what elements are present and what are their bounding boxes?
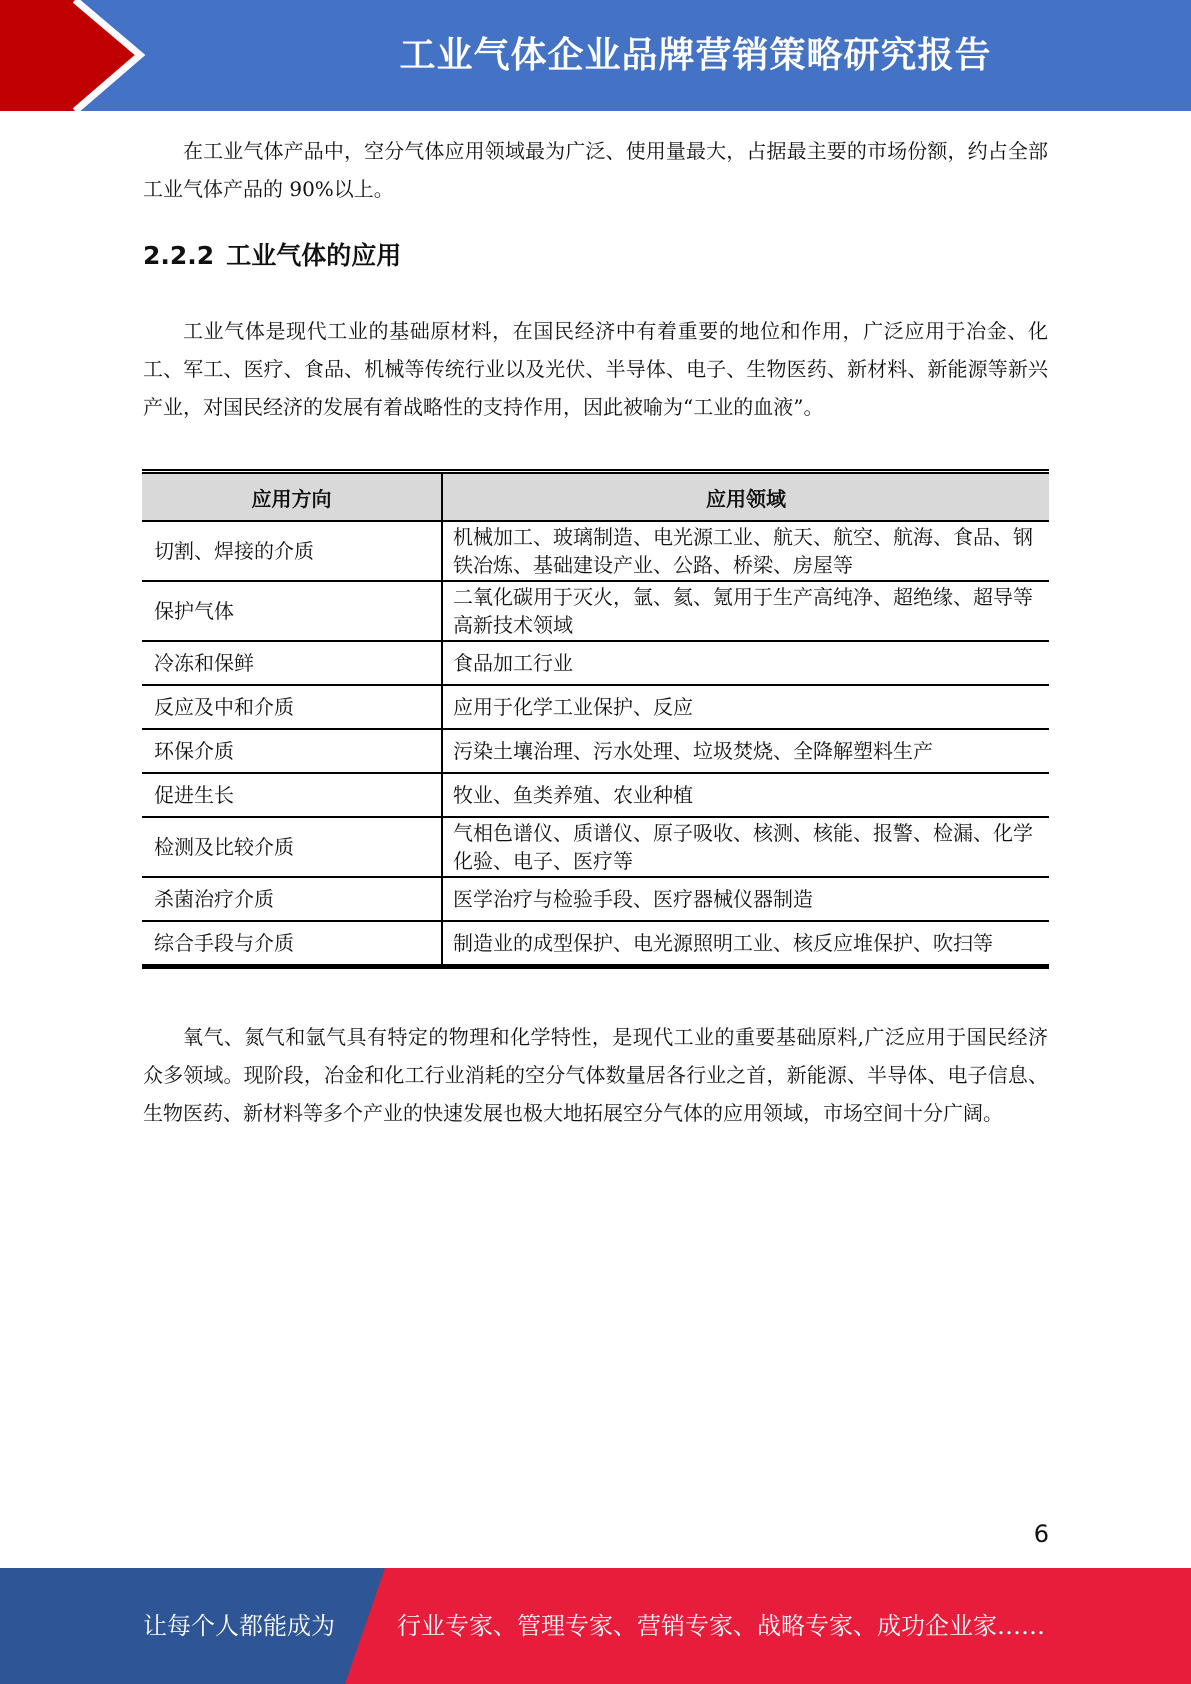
cell-fields: 制造业的成型保护、电光源照明工业、核反应堆保护、吹扫等	[453, 931, 993, 955]
header-fields: 应用领域	[442, 474, 1049, 521]
cell-direction: 反应及中和介质	[142, 685, 442, 729]
table-row	[142, 877, 1049, 921]
page-header	[0, 0, 1191, 111]
cell-fields: 医学治疗与检验手段、医疗器械仪器制造	[442, 877, 1049, 921]
report-title: 工业气体企业品牌营销策略研究报告	[399, 35, 992, 76]
cell-direction: 冷冻和保鲜	[142, 641, 442, 685]
cell-fields: 二氧化碳用于灭火，氩、氦、氪用于生产高纯净、超绝缘、超导等高新技术领域	[442, 581, 1049, 641]
application-table	[142, 469, 1049, 969]
cell-direction: 综合手段与介质	[142, 921, 442, 964]
table-row	[142, 521, 1049, 581]
application-paragraph: 工业气体是现代工业的基础原材料，在国民经济中有着重要的地位和作用，广泛应用于冶金、化工、军工、医疗、食品、机械等传统行业以及光伏、半导体、电子、生物医药、新材料、新能源等新兴产业，对国民经济的发展有着战略性的支持作用，因此被喻为“工业的血液”。	[143, 319, 1048, 419]
table-row	[142, 581, 1049, 641]
cell-direction: 环保介质	[142, 729, 442, 773]
section-title: 工业气体的应用	[226, 241, 402, 270]
table-row	[142, 729, 1049, 773]
cell-fields: 机械加工、玻璃制造、电光源工业、航天、航空、航海、食品、钢铁冶炼、基础建设产业、公路、桥梁、房屋等	[442, 521, 1049, 581]
page-footer	[0, 1568, 1191, 1684]
cell-fields: 食品加工行业	[442, 641, 1049, 685]
table-header-row	[142, 474, 1049, 521]
cell-fields: 牧业、鱼类养殖、农业种植	[442, 773, 1049, 817]
footer-slogan-right: 行业专家、管理专家、营销专家、战略专家、成功企业家……	[397, 1612, 1045, 1640]
cell-fields: 应用于化学工业保护、反应	[442, 685, 1049, 729]
table-row	[142, 817, 1049, 877]
header-direction: 应用方向	[142, 474, 442, 521]
cell-direction: 杀菌治疗介质	[142, 877, 442, 921]
intro-paragraph: 在工业气体产品中，空分气体应用领域最为广泛、使用量最大，占据最主要的市场份额，约占全部工业气体产品的 90%以上。	[143, 139, 1048, 201]
table-row	[142, 773, 1049, 817]
table-row	[142, 921, 1049, 964]
cell-fields: 污染土壤治理、污水处理、垃圾焚烧、全降解塑料生产	[442, 729, 1049, 773]
page-number: 6	[1033, 1520, 1049, 1548]
cell-direction: 检测及比较介质	[142, 817, 442, 877]
section-heading	[143, 236, 401, 272]
cell-direction: 促进生长	[142, 773, 442, 817]
section-number: 2.2.2	[143, 241, 215, 270]
cell-direction: 保护气体	[142, 581, 442, 641]
table-row	[142, 641, 1049, 685]
air-separation-paragraph: 氧气、氮气和氩气具有特定的物理和化学特性，是现代工业的重要基础原料,广泛应用于国民经济众多领域。现阶段，冶金和化工行业消耗的空分气体数量居各行业之首，新能源、半导体、电子信息、生物医药、新材料等多个产业的快速发展也极大地拓展空分气体的应用领域，市场空间十分广阔。	[143, 1025, 1048, 1125]
header-arrow-decoration	[0, 0, 160, 111]
footer-slogan-left: 让每个人都能成为	[143, 1612, 335, 1640]
cell-fields: 气相色谱仪、质谱仪、原子吸收、核测、核能、报警、检漏、化学化验、电子、医疗等	[442, 817, 1049, 877]
table-row	[142, 685, 1049, 729]
cell-direction: 切割、焊接的介质	[142, 521, 442, 581]
